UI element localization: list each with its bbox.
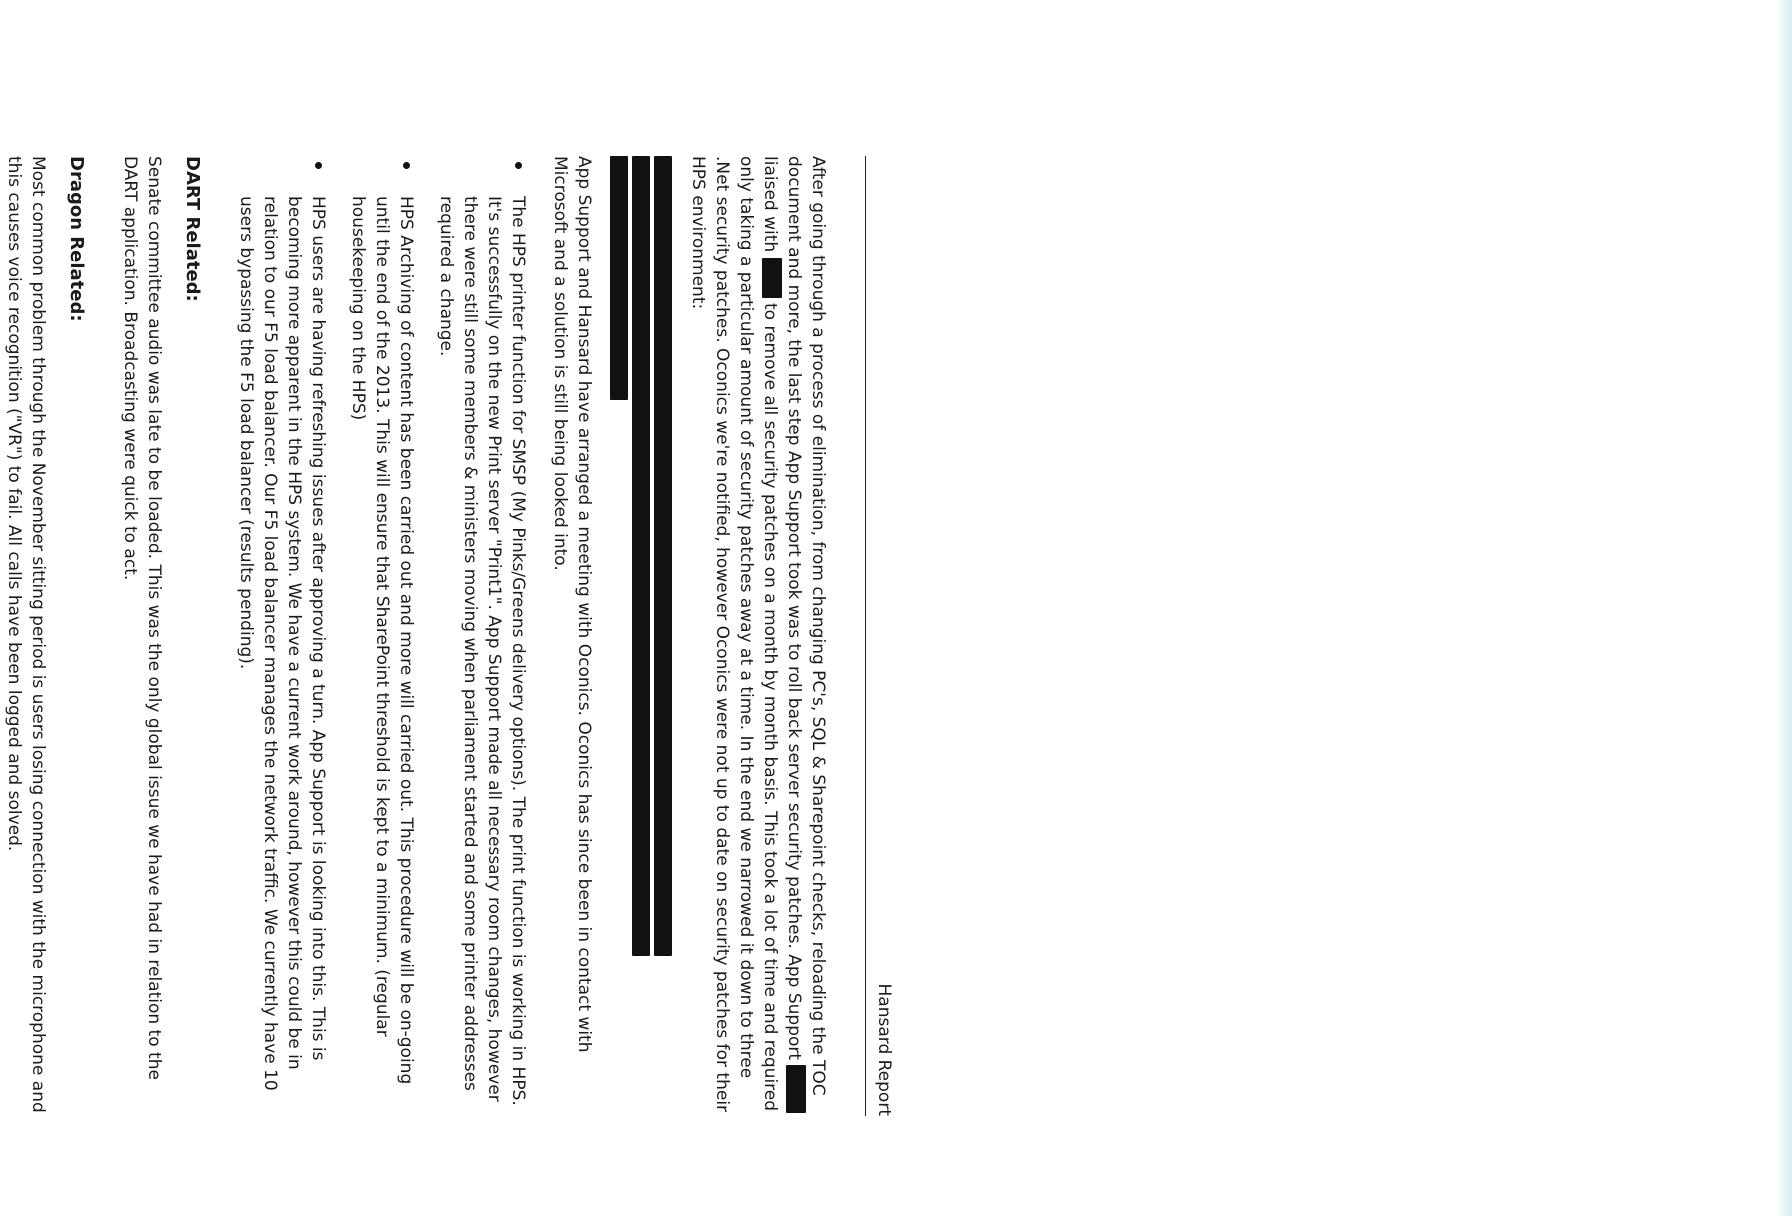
list-item <box>346 156 418 1116</box>
list-item-text: The HPS printer function for SMSP (My Pinks/Greens delivery options). The print function is working in HPS. It's successfully on the new Print server "Print1". App Support made all necessary room changes, however there were still some members & ministers moving when parliament started and some printer addresses required a change. <box>436 196 528 1106</box>
redacted-block <box>610 156 672 1116</box>
document-body <box>0 156 830 1116</box>
list-item-text: HPS users are having refreshing issues after approving a turn. App Support is looking into this. This is becoming more apparent in the HPS system. We have a current work around, however this could be in relation to our F5 load balancer. Our F5 load balancer manages the network traffic. We currently have 10 users bypassing the F5 load balancer (results pending). <box>236 196 328 1091</box>
scan-edge <box>1776 0 1792 1216</box>
intro-text-2: liaised with <box>760 156 780 253</box>
redaction-line <box>632 156 650 956</box>
intro-paragraph <box>686 156 830 1116</box>
intro-text-1: After going through a process of elimination, from changing PC's, SQL & Sharepoint checks, reloading the TOC document and more, the last step App Support took was to roll back server security patches. App Support <box>784 156 828 1096</box>
header-title: Hansard Report <box>874 983 894 1116</box>
followup-paragraph: App Support and Hansard have arranged a meeting with Oconics. Oconics has since been in contact with Microsoft and a solution is still being looked into. <box>550 156 594 1053</box>
bullet-icon <box>403 162 410 169</box>
redaction-mark <box>786 1065 806 1113</box>
document-page <box>0 156 896 1116</box>
bullet-icon <box>515 162 522 169</box>
dragon-paragraph: Most common problem through the November sitting period is users losing connection with the microphone and this causes voice recognition ("VR") to fail. All calls have been logged and solved. <box>4 156 48 1113</box>
list-item <box>434 156 530 1116</box>
bullet-icon <box>315 162 322 169</box>
list-item-text: HPS Archiving of content has been carried out and more will carried out. This procedure will be on-going until the end of the 2013. This will ensure that SharePoint threshold is kept to a minimum. (regular housekeeping on the HPS) <box>348 196 416 1085</box>
intro-text-3: to remove all security patches on a month by month basis. This took a lot of time and required only taking a particular amount of security patches away at a time. In the end we narrowed it down to three .Net security patches. Oconics we're notified, however Oconics were not up to date on security patches for their HPS environment: <box>688 156 780 1113</box>
redaction-line <box>610 156 628 400</box>
dart-heading: DART Related: <box>182 156 203 302</box>
list-item <box>234 156 330 1116</box>
dart-paragraph: Senate committee audio was late to be loaded. This was the only global issue we have had in relation to the DART application. Broadcasting were quick to act. <box>120 156 164 1080</box>
redaction-mark <box>762 258 782 298</box>
header-rule <box>865 156 866 1116</box>
issue-list <box>234 156 530 1116</box>
redaction-line <box>654 156 672 956</box>
dragon-heading: Dragon Related: <box>66 156 87 322</box>
